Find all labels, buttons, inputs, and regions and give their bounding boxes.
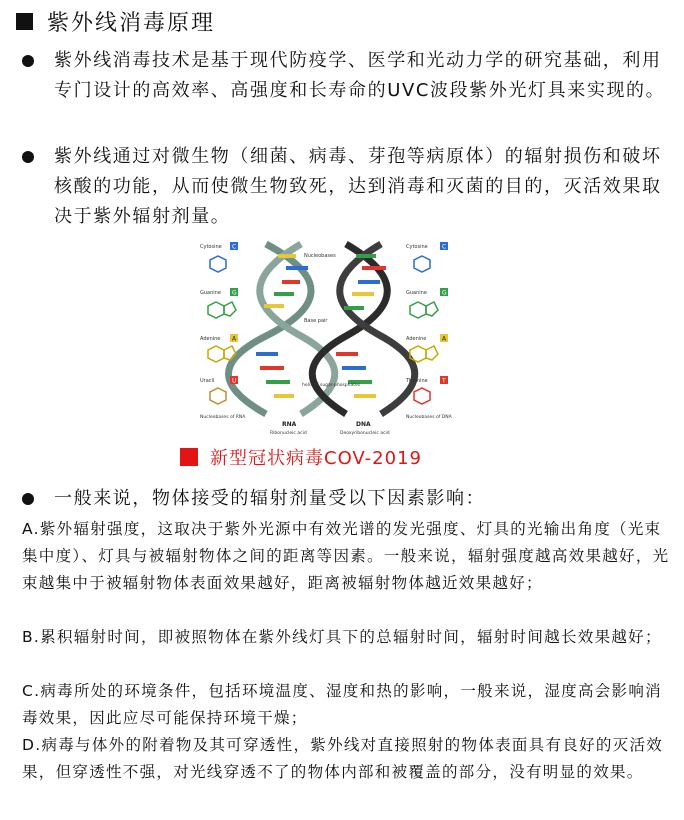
square-bullet-icon <box>16 13 33 30</box>
base-letter: C <box>442 243 447 251</box>
dna-sub-label: Deoxyribonucleic acid <box>340 431 390 436</box>
caption-text: 新型冠状病毒COV-2019 <box>210 448 422 469</box>
factor-d: D.病毒与体外的附着物及其可穿透性，紫外线对直接照射的物体表面具有良好的灭活效果，但穿透性不强，对光线穿透不了的物体内部和被覆盖的部分，没有明显的效果。 <box>22 736 664 781</box>
base-name: Guanine <box>200 290 221 296</box>
figure-caption <box>180 444 422 470</box>
section-heading <box>16 6 215 36</box>
bullet-item <box>22 142 672 232</box>
base-letter: U <box>232 377 237 385</box>
factor-a: A.紫外辐射强度，这取决于紫外光源中有效光谱的发光强度、灯具的光输出角度（光束集中度）、灯具与被辐射物体之间的距离等因素。一般来说，辐射强度越高效果越好，光束越集中于被辐射物体表面效果越好，距离被辐射物体越近效果越好； <box>22 520 670 592</box>
red-square-icon <box>180 448 198 466</box>
nucleobases-label: Nucleobases <box>304 253 336 259</box>
rna-foot-label: Nucleobases of RNA <box>200 415 246 420</box>
dna-label: DNA <box>356 421 371 428</box>
base-name: Cytosine <box>406 244 428 250</box>
base-name: Cytosine <box>200 244 222 250</box>
base-name: Thymine <box>406 378 428 384</box>
base-name: Guanine <box>406 290 427 296</box>
base-letter: T <box>442 377 446 385</box>
bullet-item <box>22 484 672 514</box>
rna-dna-figure <box>196 236 456 442</box>
bullet-text: 一般来说，物体接受的辐射剂量受以下因素影响： <box>54 488 486 509</box>
rna-sub-label: Ribonucleic acid <box>270 431 307 436</box>
base-letter: G <box>232 289 237 297</box>
bullet-dot-icon <box>22 55 34 67</box>
dna-foot-label: Nucleobases of DNA <box>406 415 452 420</box>
dna-helix-illustration <box>196 236 456 442</box>
helix-label: helix of sugar-phosphates <box>302 383 361 388</box>
bullet-dot-icon <box>22 151 34 163</box>
bullet-dot-icon <box>22 493 34 505</box>
base-name: Adenine <box>406 336 427 342</box>
base-name: Uracil <box>200 378 215 384</box>
base-name: Adenine <box>200 336 221 342</box>
base-letter: A <box>442 335 447 343</box>
base-letter: C <box>232 243 237 251</box>
bullet-text: 紫外线消毒技术是基于现代防疫学、医学和光动力学的研究基础，利用专门设计的高效率、高强度和长寿命的UVC波段紫外光灯具来实现的。 <box>54 50 666 101</box>
factor-c: C.病毒所处的环境条件，包括环境温度、湿度和热的影响，一般来说，湿度高会影响消毒效果，因此应尽可能保持环境干燥； <box>22 682 662 727</box>
dna-bases-column <box>405 242 453 420</box>
base-pair-label: Base pair <box>304 318 328 324</box>
rna-label: RNA <box>282 421 297 428</box>
heading-text: 紫外线消毒原理 <box>47 10 216 36</box>
factor-b: B.累积辐射时间，即被照物体在紫外线灯具下的总辐射时间，辐射时间越长效果越好； <box>22 628 662 646</box>
bullet-text: 紫外线通过对微生物（细菌、病毒、芽孢等病原体）的辐射损伤和破坏核酸的功能，从而使微生物致死，达到消毒和灭菌的目的，灭活效果取决于紫外辐射剂量。 <box>54 146 662 227</box>
bullet-item <box>22 46 672 106</box>
base-letter: A <box>232 335 237 343</box>
base-letter: G <box>442 289 447 297</box>
